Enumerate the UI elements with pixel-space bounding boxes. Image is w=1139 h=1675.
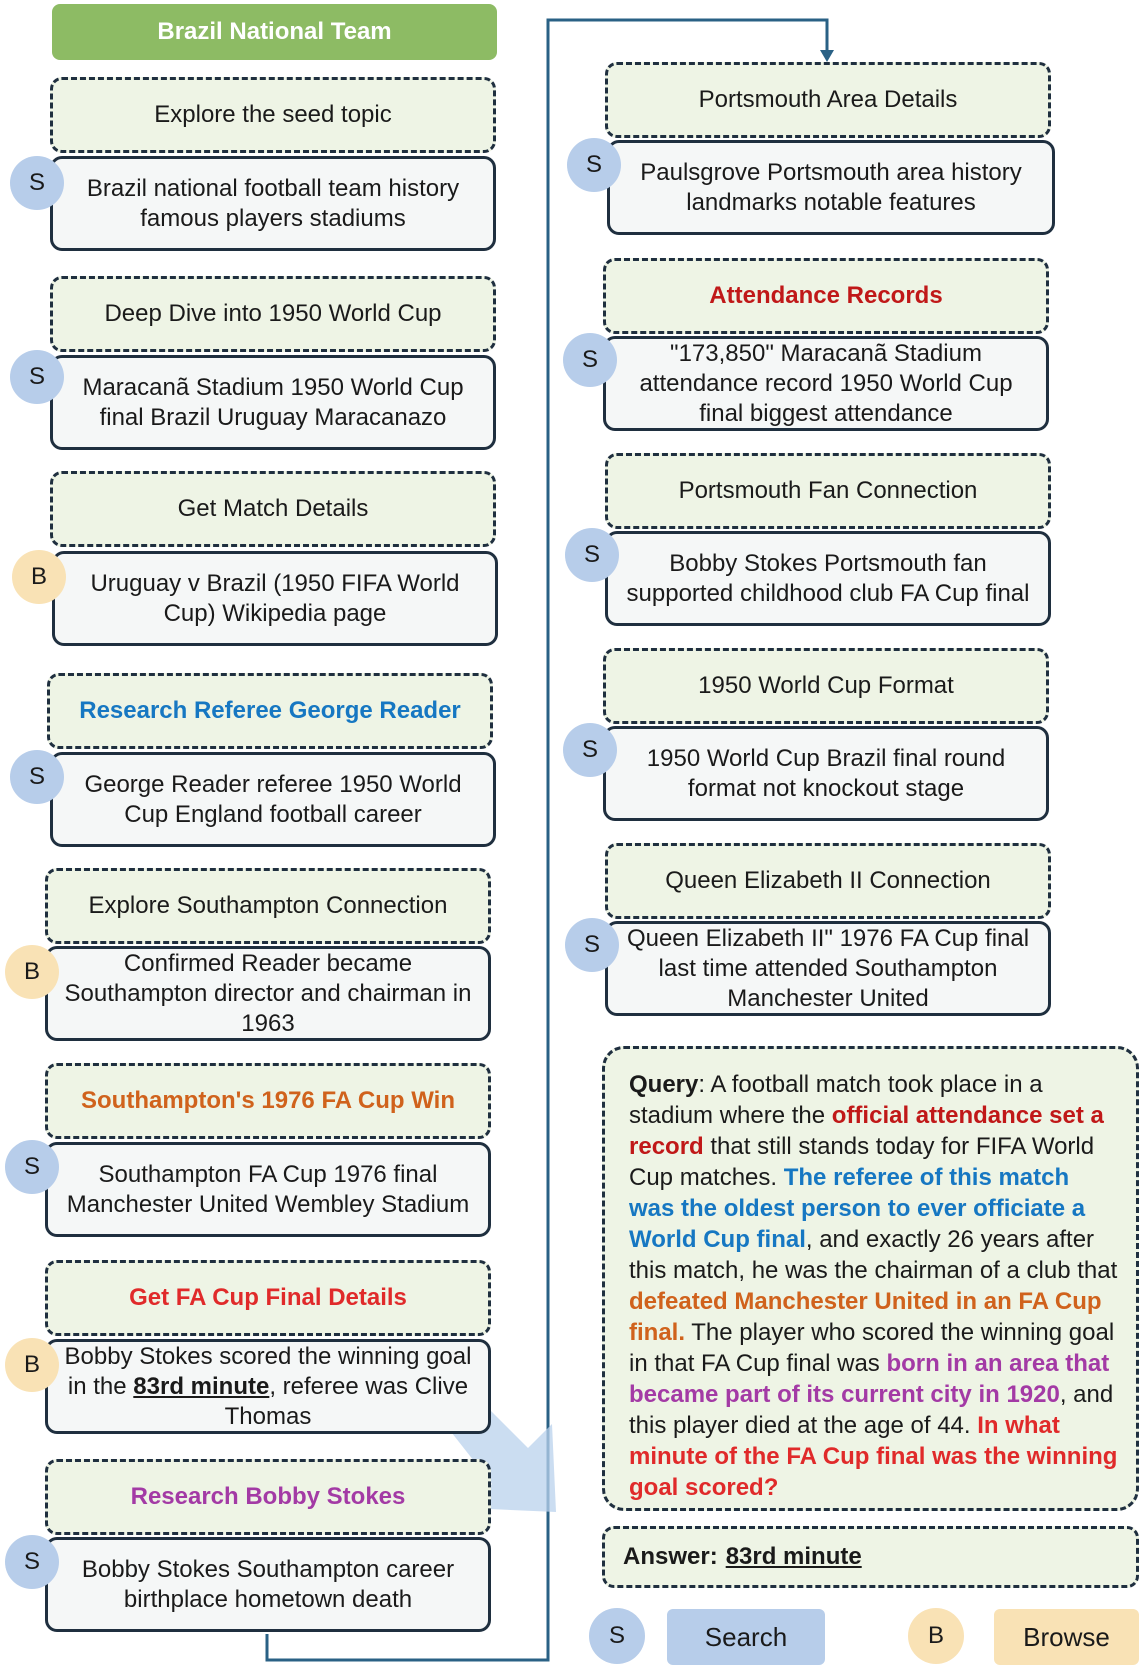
result-text bbox=[64, 1342, 472, 1432]
search-badge-icon: S bbox=[565, 528, 619, 582]
search-result: Southampton FA Cup 1976 final Manchester United Wembley Stadium bbox=[45, 1142, 491, 1237]
search-badge-icon: S bbox=[5, 1140, 59, 1194]
flow-arrowhead bbox=[820, 50, 834, 62]
query-text: , and exactly 26 years after this match, he was the chairman of a club that bbox=[629, 1226, 1118, 1284]
search-result: Maracanã Stadium 1950 World Cup final Brazil Uruguay Maracanazo bbox=[50, 355, 496, 450]
browse-badge-icon: B bbox=[5, 1338, 59, 1392]
answer-box bbox=[602, 1526, 1139, 1588]
search-badge-icon: S bbox=[10, 156, 64, 210]
query-highlight-referee: The referee of this match was the oldest person to ever officiate a World Cup final bbox=[629, 1164, 1086, 1253]
browse-badge-icon: B bbox=[5, 945, 59, 999]
query-text: The player who scored the winning goal in that FA Cup final was bbox=[629, 1319, 1115, 1377]
search-badge-icon: S bbox=[565, 918, 619, 972]
step-1950-world-cup-format: 1950 World Cup Format bbox=[603, 648, 1049, 724]
search-result: George Reader referee 1950 World Cup England football career bbox=[50, 752, 496, 847]
search-result: Queen Elizabeth II" 1976 FA Cup final last time attended Southampton Manchester United bbox=[605, 921, 1051, 1016]
browse-result bbox=[45, 1339, 491, 1434]
step-southampton-connection: Explore Southampton Connection bbox=[45, 868, 491, 944]
step-fa-cup-final-details: Get FA Cup Final Details bbox=[45, 1260, 491, 1336]
step-research-bobby-stokes: Research Bobby Stokes bbox=[45, 1459, 491, 1535]
search-result: Brazil national football team history famous players stadiums bbox=[50, 156, 496, 251]
query-text: : A football match took place in a stadium where the bbox=[629, 1071, 1043, 1129]
legend-search-badge-icon: S bbox=[589, 1608, 645, 1664]
step-explore-seed-topic: Explore the seed topic bbox=[50, 77, 496, 153]
search-result: Paulsgrove Portsmouth area history landmarks notable features bbox=[607, 140, 1055, 235]
page-title: Brazil National Team bbox=[52, 4, 497, 60]
legend-search-label: Search bbox=[667, 1609, 825, 1665]
browse-result: Confirmed Reader became Southampton director and chairman in 1963 bbox=[45, 946, 491, 1041]
result-text-post: , referee was Clive Thomas bbox=[224, 1372, 469, 1430]
search-badge-icon: S bbox=[563, 333, 617, 387]
step-portsmouth-area: Portsmouth Area Details bbox=[605, 62, 1051, 138]
step-portsmouth-fan: Portsmouth Fan Connection bbox=[605, 453, 1051, 529]
search-result: 1950 World Cup Brazil final round format not knockout stage bbox=[603, 726, 1049, 821]
query-highlight-birthplace: born in an area that became part of its current city in 1920 bbox=[629, 1350, 1110, 1408]
step-get-match-details: Get Match Details bbox=[50, 471, 496, 547]
search-badge-icon: S bbox=[10, 350, 64, 404]
query-text: that still stands today for FIFA World Cup matches. bbox=[629, 1133, 1095, 1191]
search-badge-icon: S bbox=[567, 138, 621, 192]
browse-result: Uruguay v Brazil (1950 FIFA World Cup) Wikipedia page bbox=[52, 551, 498, 646]
query-text: , and this player died at the age of 44. bbox=[629, 1381, 1114, 1439]
query-highlight-question: In what minute of the FA Cup final was the winning goal scored? bbox=[629, 1412, 1118, 1501]
search-badge-icon: S bbox=[563, 723, 617, 777]
search-result: Bobby Stokes Portsmouth fan supported childhood club FA Cup final bbox=[605, 531, 1051, 626]
search-badge-icon: S bbox=[5, 1535, 59, 1589]
result-text-pre: Bobby Stokes scored the winning goal in the bbox=[64, 1342, 472, 1400]
legend-browse-label: Browse bbox=[994, 1609, 1139, 1665]
search-result: "173,850" Maracanã Stadium attendance record 1950 World Cup final biggest attendance bbox=[603, 336, 1049, 431]
query-highlight-fa-cup: defeated Manchester United in an FA Cup final. bbox=[629, 1288, 1102, 1346]
step-attendance-records: Attendance Records bbox=[603, 258, 1049, 334]
query-label: Query bbox=[629, 1071, 699, 1098]
step-southampton-fa-cup-win: Southampton's 1976 FA Cup Win bbox=[45, 1063, 491, 1139]
browse-badge-icon: B bbox=[12, 550, 66, 604]
answer-label: Answer: bbox=[623, 1543, 718, 1570]
search-badge-icon: S bbox=[10, 750, 64, 804]
answer-value: 83rd minute bbox=[725, 1543, 862, 1570]
query-highlight-attendance: official attendance set a record bbox=[629, 1102, 1104, 1160]
step-research-referee: Research Referee George Reader bbox=[47, 673, 493, 749]
legend-browse-badge-icon: B bbox=[908, 1608, 964, 1664]
search-result: Bobby Stokes Southampton career birthplace hometown death bbox=[45, 1537, 491, 1632]
highlight-83rd-minute: 83rd minute bbox=[133, 1372, 270, 1400]
step-queen-elizabeth: Queen Elizabeth II Connection bbox=[605, 843, 1051, 919]
step-deep-dive-1950: Deep Dive into 1950 World Cup bbox=[50, 276, 496, 352]
query-box bbox=[602, 1046, 1139, 1511]
